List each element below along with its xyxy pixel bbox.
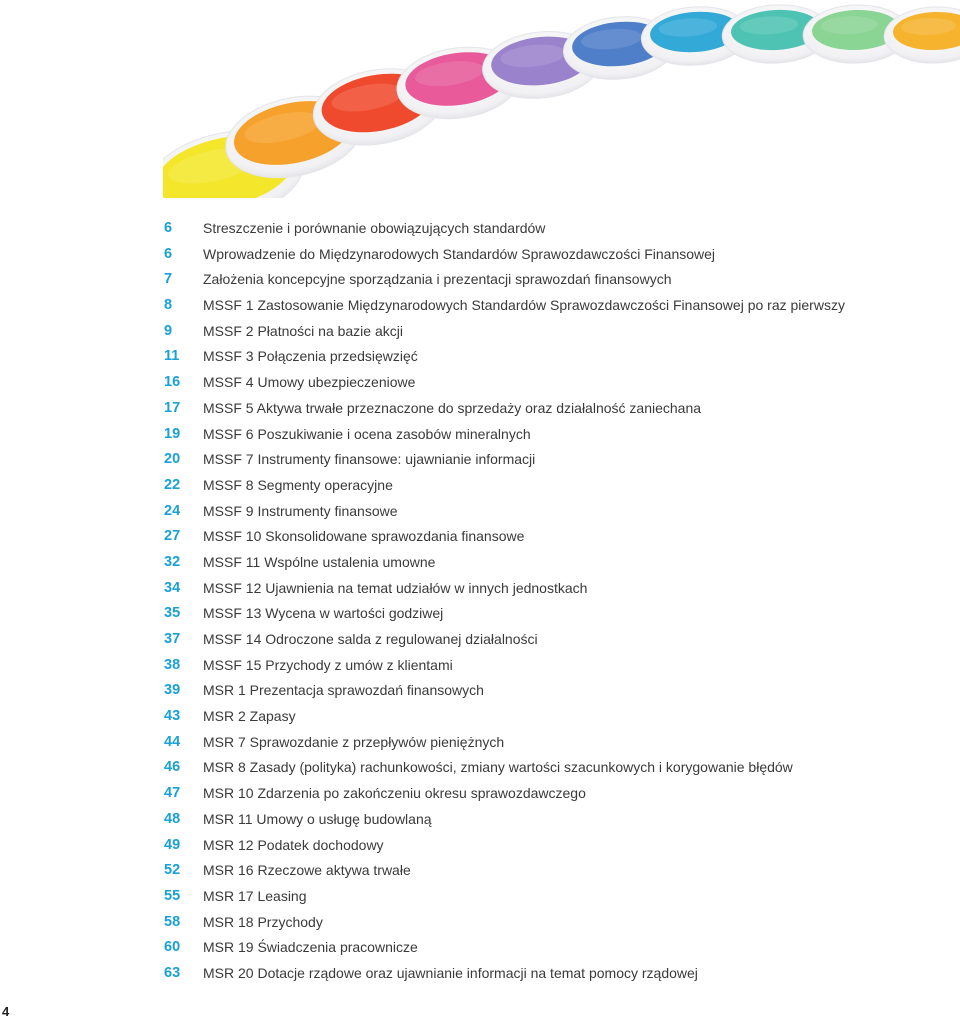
page-number: 4 (2, 1004, 10, 1019)
toc-page-number: 32 (164, 553, 181, 570)
toc-page-number: 35 (164, 605, 181, 622)
toc-title: MSSF 1 Zastosowanie Międzynarodowych Standardów Sprawozdawczości Finansowej po raz pierwszy (203, 297, 845, 314)
toc-title: MSR 19 Świadczenia pracownicze (203, 939, 418, 956)
toc-title: Streszczenie i porównanie obowiązujących standardów (203, 220, 546, 236)
toc-page-number: 58 (164, 913, 181, 930)
toc-page-number: 38 (164, 656, 181, 673)
toc-entry[interactable] (0, 961, 960, 987)
toc-title: Wprowadzenie do Międzynarodowych Standardów Sprawozdawczości Finansowej (203, 245, 716, 262)
toc-page-number: 6 (164, 245, 173, 262)
toc-title: MSSF 7 Instrumenty finansowe: ujawnianie informacji (203, 451, 536, 468)
toc-entry[interactable] (0, 370, 960, 396)
toc-page-number: 52 (164, 862, 181, 879)
toc-page-number: 63 (164, 964, 181, 981)
toc-entry[interactable] (0, 267, 960, 293)
toc-entry[interactable] (0, 601, 960, 627)
toc-title: MSSF 10 Skonsolidowane sprawozdania finansowe (203, 528, 525, 545)
toc-title: MSR 8 Zasady (polityka) rachunkowości, zmiany wartości szacunkowych i korygowanie błędów (203, 759, 793, 776)
toc-page-number: 43 (164, 708, 181, 725)
toc-entry[interactable] (0, 524, 960, 550)
toc-page-number: 37 (164, 631, 181, 647)
toc-title: MSSF 11 Wspólne ustalenia umowne (203, 553, 436, 570)
toc-title: MSSF 9 Instrumenty finansowe (203, 502, 398, 519)
watercolor-palette-illustration (163, 0, 960, 198)
toc-page-number: 20 (164, 451, 181, 468)
toc-page-number: 16 (164, 374, 181, 391)
toc-page-number: 6 (164, 220, 173, 236)
toc-page-number: 55 (164, 887, 181, 904)
toc-title: MSR 7 Sprawozdanie z przepływów pieniężnych (203, 733, 505, 750)
toc-entry[interactable] (0, 807, 960, 833)
toc-entry[interactable] (0, 499, 960, 525)
toc-entry[interactable] (0, 293, 960, 319)
toc-page-number: 24 (164, 502, 181, 519)
toc-title: MSSF 3 Połączenia przedsięwzięć (203, 348, 418, 365)
table-of-contents (0, 216, 960, 987)
toc-title: MSSF 5 Aktywa trwałe przeznaczone do sprzedaży oraz działalność zaniechana (203, 399, 702, 416)
toc-page-number: 49 (164, 836, 181, 853)
toc-entry[interactable] (0, 422, 960, 448)
toc-entry[interactable] (0, 935, 960, 961)
toc-title: MSR 18 Przychody (203, 913, 323, 930)
toc-title: MSSF 2 Płatności na bazie akcji (203, 322, 403, 339)
toc-entry[interactable] (0, 319, 960, 345)
toc-page-number: 8 (164, 297, 173, 314)
toc-page-number: 60 (164, 939, 181, 956)
toc-title: MSSF 8 Segmenty operacyjne (203, 476, 393, 493)
toc-page-number: 22 (164, 476, 181, 493)
toc-entry[interactable] (0, 473, 960, 499)
toc-entry[interactable] (0, 653, 960, 679)
toc-title: MSSF 6 Poszukiwanie i ocena zasobów mineralnych (203, 425, 531, 442)
toc-title: MSR 20 Dotacje rządowe oraz ujawnianie informacji na temat pomocy rządowej (203, 964, 698, 981)
toc-entry[interactable] (0, 678, 960, 704)
toc-entry[interactable] (0, 627, 960, 653)
toc-entry[interactable] (0, 833, 960, 859)
watercolor-palette-image (163, 0, 960, 198)
toc-title: MSR 12 Podatek dochodowy (203, 836, 384, 853)
toc-entry[interactable] (0, 730, 960, 756)
toc-title: MSSF 15 Przychody z umów z klientami (203, 656, 453, 673)
toc-title: MSR 1 Prezentacja sprawozdań finansowych (203, 682, 484, 699)
toc-title: MSSF 13 Wycena w wartości godziwej (203, 605, 444, 622)
toc-title: MSR 16 Rzeczowe aktywa trwałe (203, 862, 411, 879)
toc-title: MSR 10 Zdarzenia po zakończeniu okresu sprawozdawczego (203, 785, 586, 802)
toc-entry[interactable] (0, 755, 960, 781)
toc-entry[interactable] (0, 242, 960, 268)
toc-title: MSSF 14 Odroczone salda z regulowanej działalności (203, 631, 538, 647)
toc-page-number: 44 (164, 733, 181, 750)
toc-entry[interactable] (0, 910, 960, 936)
toc-entry[interactable] (0, 781, 960, 807)
toc-page-number: 7 (164, 271, 173, 288)
toc-page-number: 11 (164, 348, 180, 365)
toc-entry[interactable] (0, 884, 960, 910)
toc-page-number: 48 (164, 810, 181, 827)
toc-page-number: 47 (164, 785, 181, 802)
toc-entry[interactable] (0, 396, 960, 422)
toc-page-number: 9 (164, 322, 173, 339)
toc-title: MSR 11 Umowy o usługę budowlaną (203, 810, 432, 827)
toc-page-number: 27 (164, 528, 181, 545)
toc-page-number: 34 (164, 579, 181, 596)
toc-title: MSR 2 Zapasy (203, 708, 296, 725)
toc-entry[interactable] (0, 447, 960, 473)
toc-title: Założenia koncepcyjne sporządzania i prezentacji sprawozdań finansowych (203, 271, 672, 288)
toc-entry[interactable] (0, 344, 960, 370)
toc-entry[interactable] (0, 576, 960, 602)
toc-page-number: 19 (164, 425, 181, 442)
toc-entry[interactable] (0, 550, 960, 576)
toc-page-number: 46 (164, 759, 181, 776)
toc-title: MSR 17 Leasing (203, 887, 307, 904)
toc-page-number: 17 (164, 399, 181, 416)
toc-title: MSSF 4 Umowy ubezpieczeniowe (203, 374, 416, 391)
toc-page-number: 39 (164, 682, 181, 699)
toc-title: MSSF 12 Ujawnienia na temat udziałów w innych jednostkach (203, 579, 588, 596)
toc-entry[interactable] (0, 858, 960, 884)
toc-entry[interactable] (0, 704, 960, 730)
toc-entry[interactable] (0, 216, 960, 242)
